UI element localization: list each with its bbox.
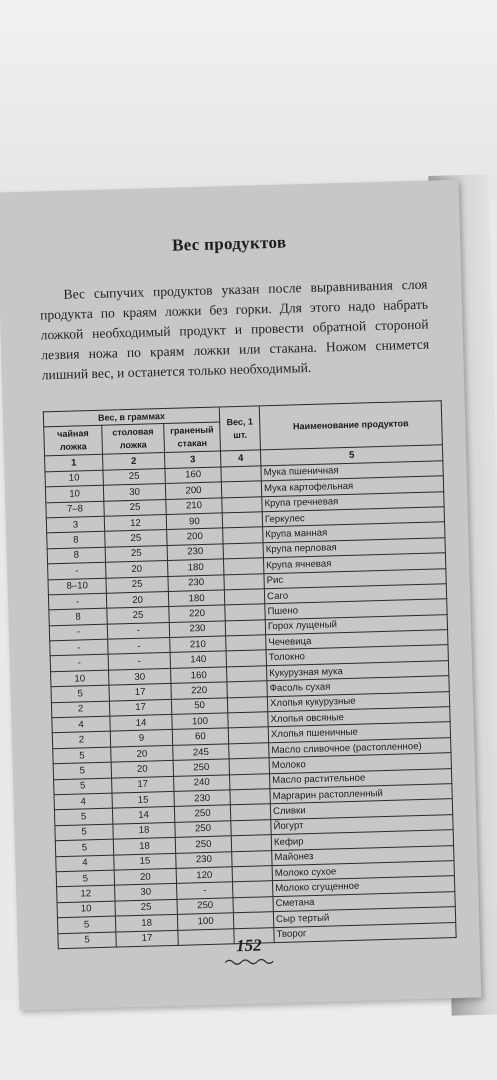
cell-teaspoon: 3 [46,516,104,533]
cell-teaspoon: 5 [53,747,111,764]
cell-glass: 220 [169,605,225,622]
cell-glass: 90 [166,513,222,530]
table-header-row-group [43,401,441,427]
cell-product-name: Молоко сгущенное [273,876,455,896]
cell-piece-weight [227,666,267,683]
cell-tablespoon: - [108,638,170,655]
cell-tablespoon: 25 [106,576,168,593]
cell-piece-weight [229,758,269,775]
cell-glass: 200 [167,528,223,545]
cell-piece-weight [221,481,261,498]
cell-teaspoon: 10 [45,485,103,502]
cell-piece-weight [232,850,272,867]
cell-tablespoon: 17 [112,776,174,793]
cell-tablespoon: 9 [110,730,172,747]
cell-tablespoon: 18 [113,838,175,855]
cell-glass: 230 [167,544,223,561]
cell-piece-weight [225,619,265,636]
cell-glass: 230 [176,851,232,868]
cell-tablespoon: 18 [115,914,177,931]
cell-teaspoon: 5 [57,916,115,933]
cell-product-name: Мука картофельная [261,476,443,496]
wave-ornament-icon [224,957,274,966]
cell-teaspoon: 12 [57,885,115,902]
background-surface-bottom [0,1000,497,1080]
cell-piece-weight [230,773,270,790]
header-piece-weight: Вес, 1 шт. [219,406,260,451]
cell-tablespoon: 2 [103,453,165,470]
header-product-name: Наименование продуктов [259,401,442,450]
table-body [45,445,457,948]
cell-teaspoon: 10 [51,670,109,687]
cell-glass: 250 [175,821,231,838]
cell-glass: 50 [171,698,227,715]
cell-teaspoon: 4 [54,793,112,810]
cell-piece-weight [228,727,268,744]
cell-teaspoon: 5 [55,839,113,856]
cell-piece-weight [228,712,268,729]
cell-teaspoon: 5 [56,870,114,887]
cell-product-name: Сыр тертый [273,907,455,927]
cell-piece-weight [231,835,271,852]
cell-glass: 230 [169,621,225,638]
cell-piece-weight [224,573,264,590]
cell-tablespoon: 30 [103,484,165,501]
cell-teaspoon: 5 [54,778,112,795]
cell-teaspoon: 4 [56,855,114,872]
cell-glass: 210 [170,636,226,653]
cell-teaspoon: 2 [51,701,109,718]
cell-product-name: Хлопья овсяные [268,707,450,727]
cell-glass: 180 [168,590,224,607]
cell-product-name: Геркулес [262,507,444,527]
cell-tablespoon: - [107,622,169,639]
cell-teaspoon: 7–8 [46,501,104,518]
cell-tablespoon: 20 [106,591,168,608]
header-teaspoon: чайная ложка [44,426,103,457]
cell-glass: 140 [170,651,226,668]
cell-tablespoon: 17 [109,699,171,716]
cell-tablespoon: 17 [116,930,178,947]
cell-product-name: Масло растительное [270,768,452,788]
cell-glass: 250 [177,898,233,915]
cell-tablespoon: 25 [107,607,169,624]
cell-glass: 230 [174,790,230,807]
cell-tablespoon: 15 [114,853,176,870]
cell-teaspoon: - [48,562,106,579]
cell-piece-weight [230,789,270,806]
cell-product-name: Крупа ячневая [264,553,446,573]
cell-glass: 220 [171,682,227,699]
cell-product-name: Йогурт [271,814,453,834]
cell-product-name: Рис [264,568,446,588]
cell-product-name: Маргарин растопленный [270,784,452,804]
cell-glass: 250 [174,805,230,822]
cell-tablespoon: 12 [104,514,166,531]
cell-piece-weight [229,743,269,760]
cell-piece-weight [222,512,262,529]
cell-product-name: Чечевица [266,630,448,650]
cell-glass: 230 [168,574,224,591]
cell-teaspoon: 1 [45,455,103,472]
cell-piece-weight [233,912,273,929]
cell-teaspoon: - [50,655,108,672]
cell-teaspoon: 5 [55,824,113,841]
cell-product-name: Крупа перловая [263,537,445,557]
cell-tablespoon: 30 [115,884,177,901]
cell-product-name: Крупа манная [263,522,445,542]
cell-glass: 245 [173,744,229,761]
cell-product-name: Кукурузная мука [267,661,449,681]
cell-teaspoon: 5 [58,932,116,949]
background-surface [0,0,497,200]
cell-product-name: Пшено [265,599,447,619]
cell-teaspoon: 10 [45,470,103,487]
cell-product-name: Фасоль сухая [267,676,449,696]
cell-tablespoon: 25 [104,499,166,516]
cell-piece-weight [233,881,273,898]
cell-tablespoon: 25 [103,468,165,485]
cell-glass: 100 [172,713,228,730]
cell-product-name: Хлопья пшеничные [268,722,450,742]
cell-glass: 60 [172,728,228,745]
cell-product-name: Саго [264,584,446,604]
cell-glass: 240 [174,774,230,791]
cell-glass: 100 [177,913,233,930]
cell-piece-weight [222,496,262,513]
cell-glass: 3 [165,451,221,468]
cell-tablespoon: 20 [114,868,176,885]
cell-product-name: Масло сливочное (растопленное) [269,737,451,757]
cell-teaspoon: 10 [57,901,115,918]
cell-teaspoon: - [50,639,108,656]
cell-piece-weight: 4 [221,450,261,467]
cell-teaspoon: 2 [52,732,110,749]
cell-teaspoon: 8–10 [48,578,106,595]
cell-tablespoon: 20 [106,561,168,578]
cell-piece-weight [226,650,266,667]
cell-product-name: Сливки [270,799,452,819]
cell-piece-weight [226,635,266,652]
cell-tablespoon: 15 [112,791,174,808]
cell-piece-weight [231,819,271,836]
cell-teaspoon: - [49,624,107,641]
cell-tablespoon: - [108,653,170,670]
cell-tablespoon: 25 [105,545,167,562]
cell-tablespoon: 17 [109,684,171,701]
product-weight-table [43,400,457,949]
cell-tablespoon: 20 [111,745,173,762]
cell-product-name: Майонез [272,845,454,865]
header-tablespoon: столовая ложка [102,424,165,455]
cell-teaspoon: 8 [49,608,107,625]
cell-glass: 210 [166,498,222,515]
cell-glass: - [177,882,233,899]
cell-glass: 200 [165,482,221,499]
page-number: 152 [235,935,262,956]
cell-tablespoon: 25 [115,899,177,916]
cell-product-name: Хлопья кукурузные [267,691,449,711]
cell-glass: 120 [176,867,232,884]
header-glass: граненый стакан [164,422,221,453]
cell-piece-weight [225,604,265,621]
page-title: Вес продуктов [171,232,287,255]
cell-product-name: Сметана [273,891,455,911]
cell-tablespoon: 25 [105,530,167,547]
cell-piece-weight [223,527,263,544]
cell-tablespoon: 20 [111,761,173,778]
cell-product-name: 5 [260,445,442,465]
cell-product-name: Толокно [266,645,448,665]
cell-product-name: Мука пшеничная [261,461,443,481]
cell-tablespoon: 14 [110,714,172,731]
cell-teaspoon: 8 [47,547,105,564]
cell-teaspoon: 8 [47,532,105,549]
cell-teaspoon: 5 [51,685,109,702]
cell-teaspoon: 4 [52,716,110,733]
cell-tablespoon: 14 [112,807,174,824]
cell-teaspoon: 5 [53,762,111,779]
cell-glass: 250 [175,836,231,853]
cell-piece-weight [223,543,263,560]
cell-product-name: Кефир [271,830,453,850]
cell-piece-weight [233,896,273,913]
header-weight-group: Вес, в граммах [43,407,219,427]
cell-piece-weight [224,589,264,606]
cell-product-name: Творог [274,922,456,942]
book-page [0,180,481,1011]
cell-product-name: Крупа гречневая [262,491,444,511]
cell-tablespoon: 30 [109,668,171,685]
cell-glass: 160 [165,467,221,484]
cell-teaspoon: 5 [54,808,112,825]
cell-piece-weight [221,466,261,483]
cell-glass: 160 [171,667,227,684]
cell-piece-weight [227,681,267,698]
cell-piece-weight [227,696,267,713]
cell-glass: 250 [173,759,229,776]
cell-teaspoon: - [48,593,106,610]
cell-piece-weight [230,804,270,821]
cell-tablespoon: 18 [113,822,175,839]
cell-glass: 180 [168,559,224,576]
intro-paragraph: Вес сыпучих продуктов указан после выравнивания слоя продукта по краям ложки без горки. Для этого надо набрать ложкой необходимый продукт и провести обратной стороной лезвия ножа по краям ложки или стакана. Ножом снимется лишний вес, и останется только необходимый. [39,276,430,383]
cell-product-name: Молоко [269,753,451,773]
cell-piece-weight [232,866,272,883]
cell-product-name: Молоко сухое [272,861,454,881]
cell-piece-weight [224,558,264,575]
cell-product-name: Горох лущеный [265,614,447,634]
